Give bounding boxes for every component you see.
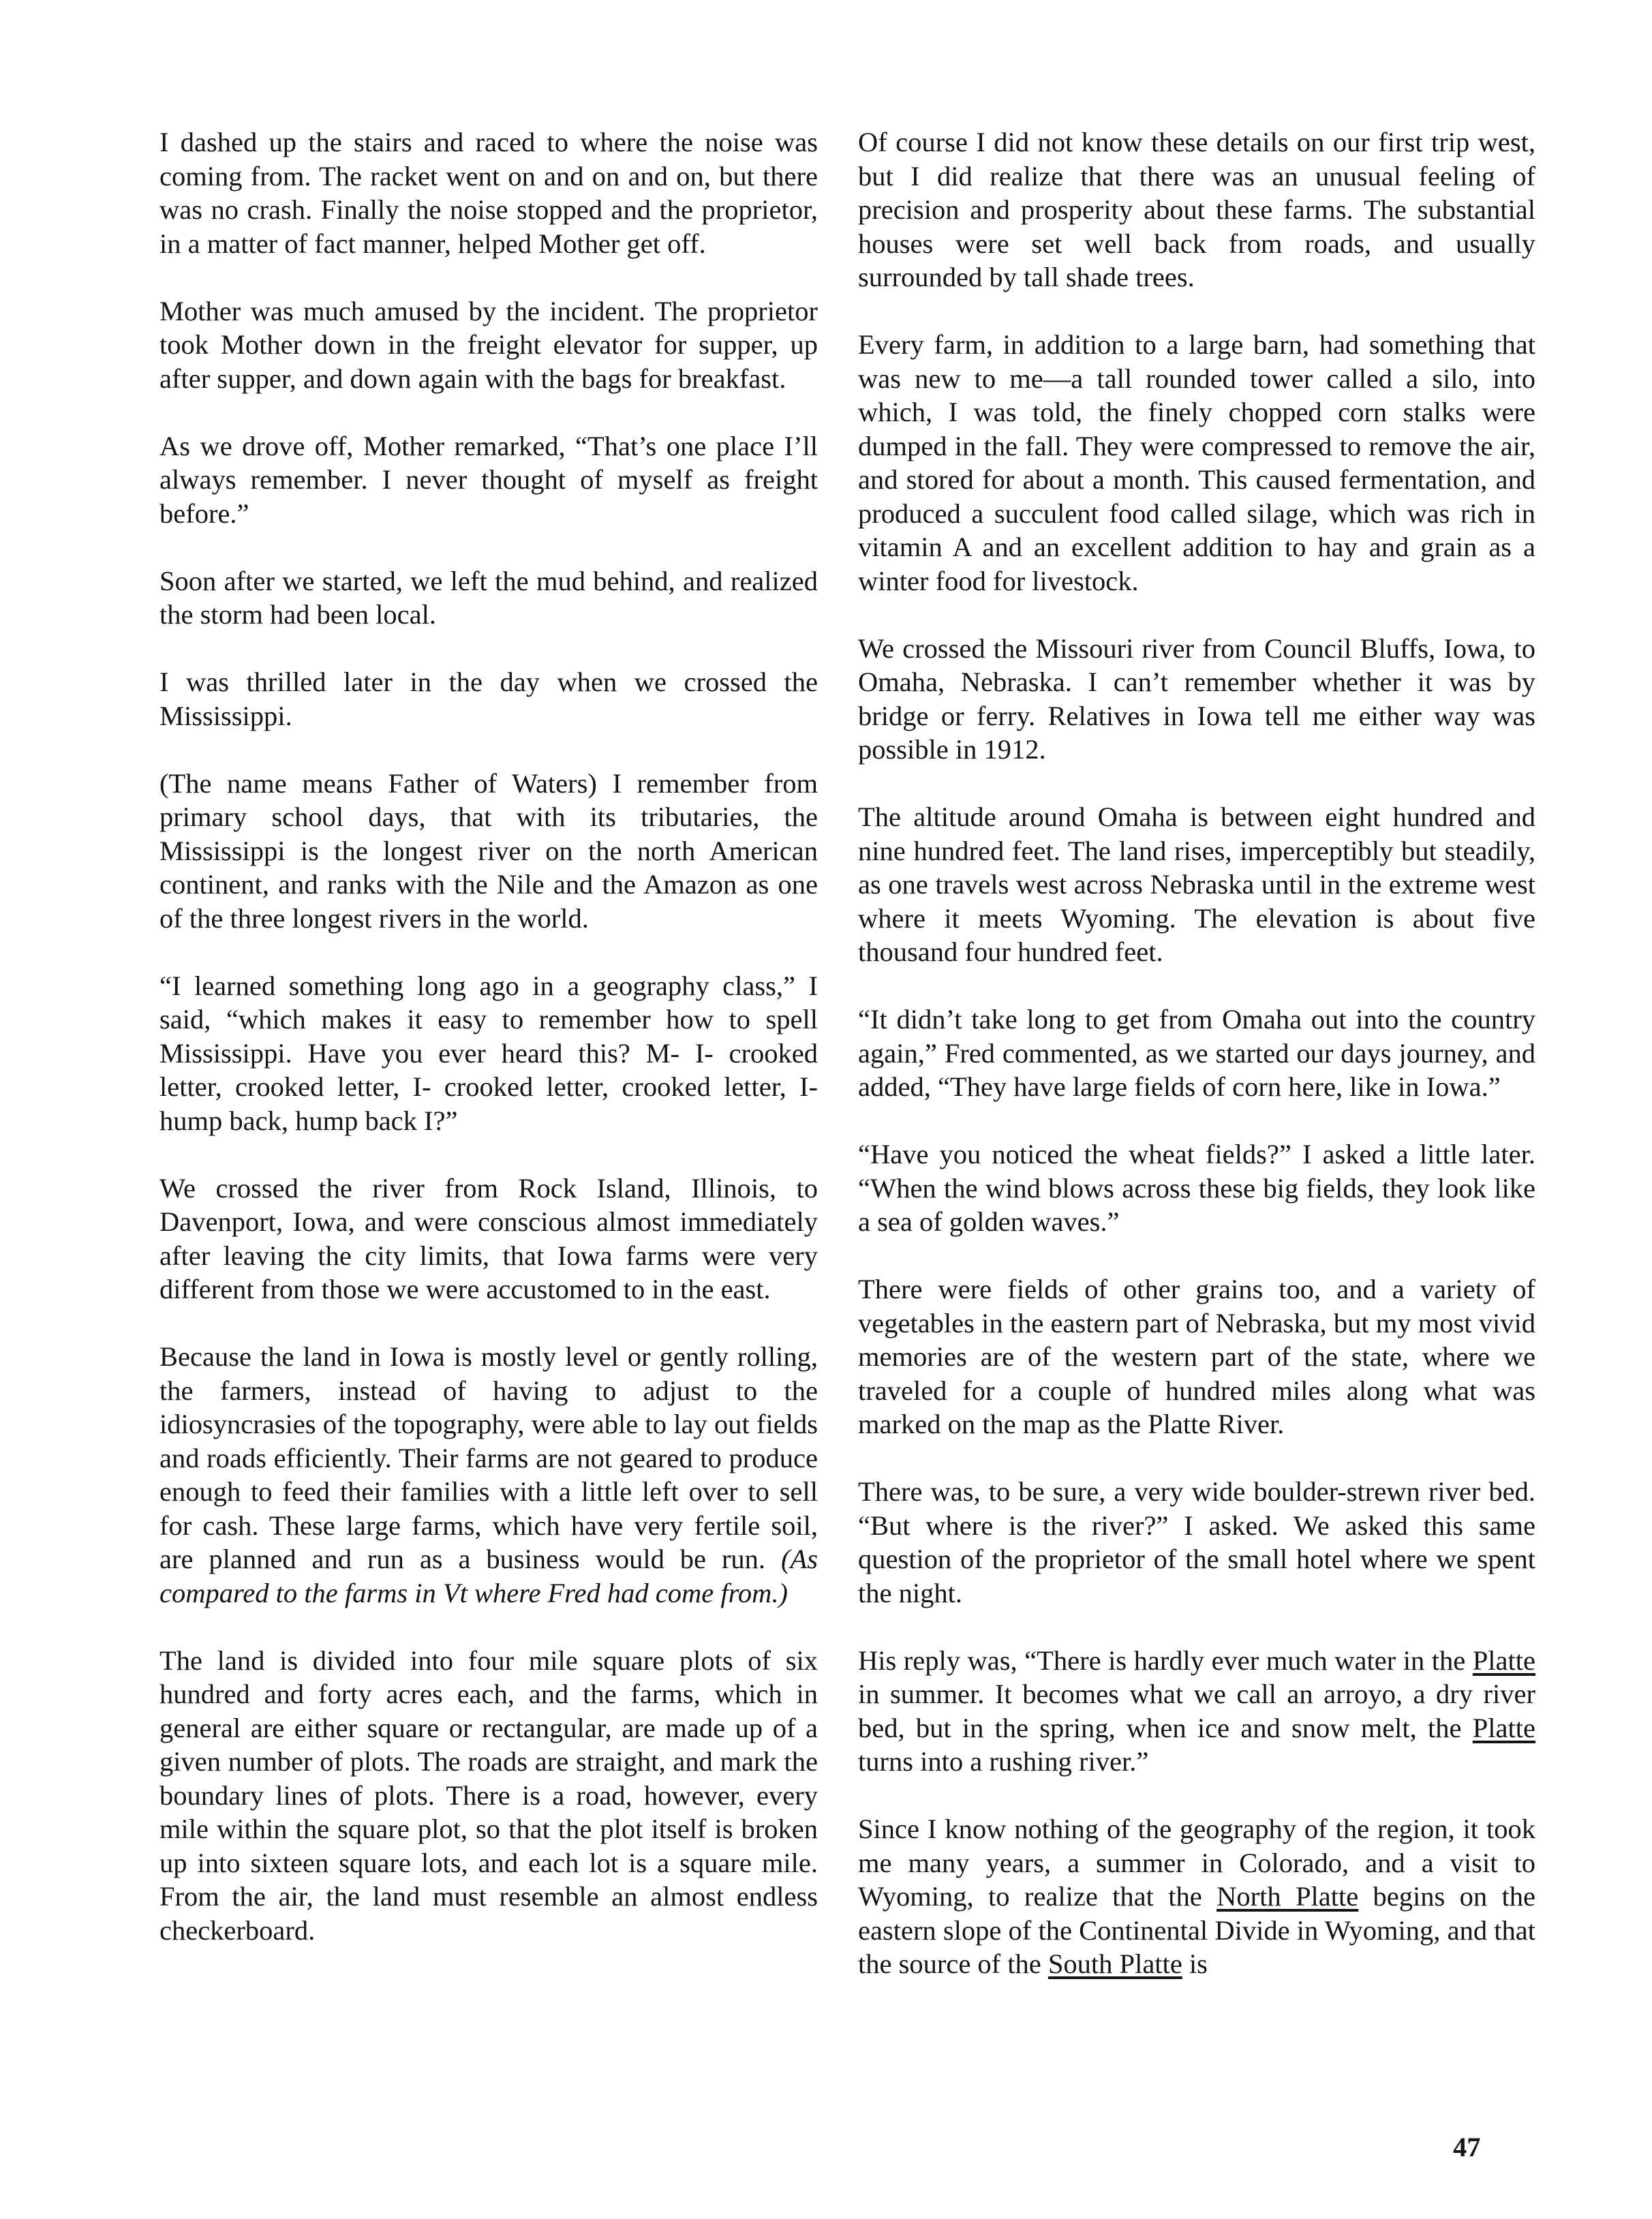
underlined-place-name: Platte xyxy=(1472,1712,1535,1743)
paragraph-text: is xyxy=(1182,1948,1208,1979)
paragraph: “I learned something long ago in a geography class,” I said, “which makes it easy to remember how to spell Mississippi. Have you ever heard this? M- I- crooked letter, crooked letter, I- crooked letter, crooked letter, I- hump back, hump back I?” xyxy=(159,970,818,1136)
paragraph-text: Because the land in Iowa is mostly level or gently rolling, the farmers, instead of having to adjust to the idiosyncrasies of the topography, were able to lay out fields and roads efficiently. Their farms are not geared to produce enough to feed their families with a little left over to sell for cash. These large farms, which have very fertile soil, are planned and run as a business would be run. xyxy=(159,1341,818,1574)
paragraph: “It didn’t take long to get from Omaha out into the country again,” Fred commented, as we started our days journey, and added, “They have large fields of corn here, like in Iowa.” xyxy=(858,1004,1535,1102)
paragraph xyxy=(159,1340,818,1610)
paragraph: We crossed the river from Rock Island, Illinois, to Davenport, Iowa, and were conscious almost immediately after leaving the city limits, that Iowa farms were very different from those we were accustomed to in the east. xyxy=(159,1172,818,1304)
paragraph: (The name means Father of Waters) I remember from primary school days, that with its tributaries, the Mississippi is the longest river on the north American continent, and ranks with the Nile and the Amazon as one of the three longest rivers in the world. xyxy=(159,767,818,934)
italic-aside: (As compared to the farms in Vt where Fred had come from.) xyxy=(159,1544,818,1608)
paragraph: As we drove off, Mother remarked, “That’s one place I’ll always remember. I never thought of myself as freight before.” xyxy=(159,430,818,529)
paragraph: “Have you noticed the wheat fields?” I asked a little later. “When the wind blows across these big fields, they look like a sea of golden waves.” xyxy=(858,1139,1535,1237)
page-number: 47 xyxy=(1453,2132,1481,2162)
paragraph: Mother was much amused by the incident. The proprietor took Mother down in the freight elevator for supper, up after supper, and down again with the bags for breakfast. xyxy=(159,295,818,394)
right-column xyxy=(858,125,1535,1981)
underlined-place-name: South Platte xyxy=(1047,1948,1182,1979)
paragraph: Every farm, in addition to a large barn, had something that was new to me—a tall rounded tower called a silo, into which, I was told, the finely chopped corn stalks were dumped in the fall. They were compressed to remove the air, and stored for about a month. This caused fermentation, and produced a succulent food called silage, which was rich in vitamin A and an excellent addition to hay and grain as a winter food for livestock. xyxy=(858,329,1535,596)
paragraph: I dashed up the stairs and raced to where the noise was coming from. The racket went on and on and on, but there was no crash. Finally the noise stopped and the proprietor, in a matter of fact manner, helped Mother get off. xyxy=(159,127,818,259)
paragraph-text: Since I know nothing of the geography of the region, it took me many years, a summer in Colorado, and a visit to Wyoming, to realize that the xyxy=(858,1814,1535,1912)
paragraph: I was thrilled later in the day when we crossed the Mississippi. xyxy=(159,667,818,731)
paragraph: Soon after we started, we left the mud behind, and realized the storm had been local. xyxy=(159,565,818,630)
underlined-place-name: North Platte xyxy=(1217,1881,1359,1912)
paragraph-text: begins on the eastern slope of the Continental Divide in Wyoming, and that the source of the xyxy=(858,1881,1535,1979)
paragraph-text: in summer. It becomes what we call an arroyo, a dry river bed, but in the spring, when ice and snow melt, the xyxy=(858,1679,1535,1743)
paragraph: We crossed the Missouri river from Council Bluffs, Iowa, to Omaha, Nebraska. I can’t remember whether it was by bridge or ferry. Relatives in Iowa tell me either way was possible in 1912. xyxy=(858,632,1535,765)
paragraph-text: His reply was, “There is hardly ever much water in the xyxy=(858,1644,1473,1676)
paragraph: There were fields of other grains too, and a variety of vegetables in the eastern part of Nebraska, but my most vivid memories are of the western part of the state, where we traveled for a couple of hundred miles along what was marked on the map as the Platte River. xyxy=(858,1274,1535,1439)
left-column xyxy=(159,125,818,1947)
paragraph: Of course I did not know these details on our first trip west, but I did realize that there was an unusual feeling of precision and prosperity about these farms. The substantial houses were set well back from roads, and usually surrounded by tall shade trees. xyxy=(858,127,1535,292)
paragraph xyxy=(858,1812,1535,1981)
underlined-place-name: Platte xyxy=(1472,1644,1535,1676)
paragraph-text: turns into a rushing river.” xyxy=(858,1746,1149,1777)
paragraph: The land is divided into four mile square plots of six hundred and forty acres each, and the farms, which in general are either square or rectangular, are made up of a given number of plots. The roads are straight, and mark the boundary lines of plots. There is a road, however, every mile within the square plot, so that the plot itself is broken up into sixteen square lots, and each lot is a square mile. From the air, the land must resemble an almost endless checkerboard. xyxy=(159,1644,818,1946)
paragraph: The altitude around Omaha is between eight hundred and nine hundred feet. The land rises, imperceptibly but steadily, as one travels west across Nebraska until in the extreme west where it meets Wyoming. The elevation is about five thousand four hundred feet. xyxy=(858,801,1535,967)
paragraph: There was, to be sure, a very wide boulder-strewn river bed. “But where is the river?” I asked. We asked this same question of the proprietor of the small hotel where we spent the night. xyxy=(858,1476,1535,1608)
paragraph xyxy=(858,1644,1535,1779)
